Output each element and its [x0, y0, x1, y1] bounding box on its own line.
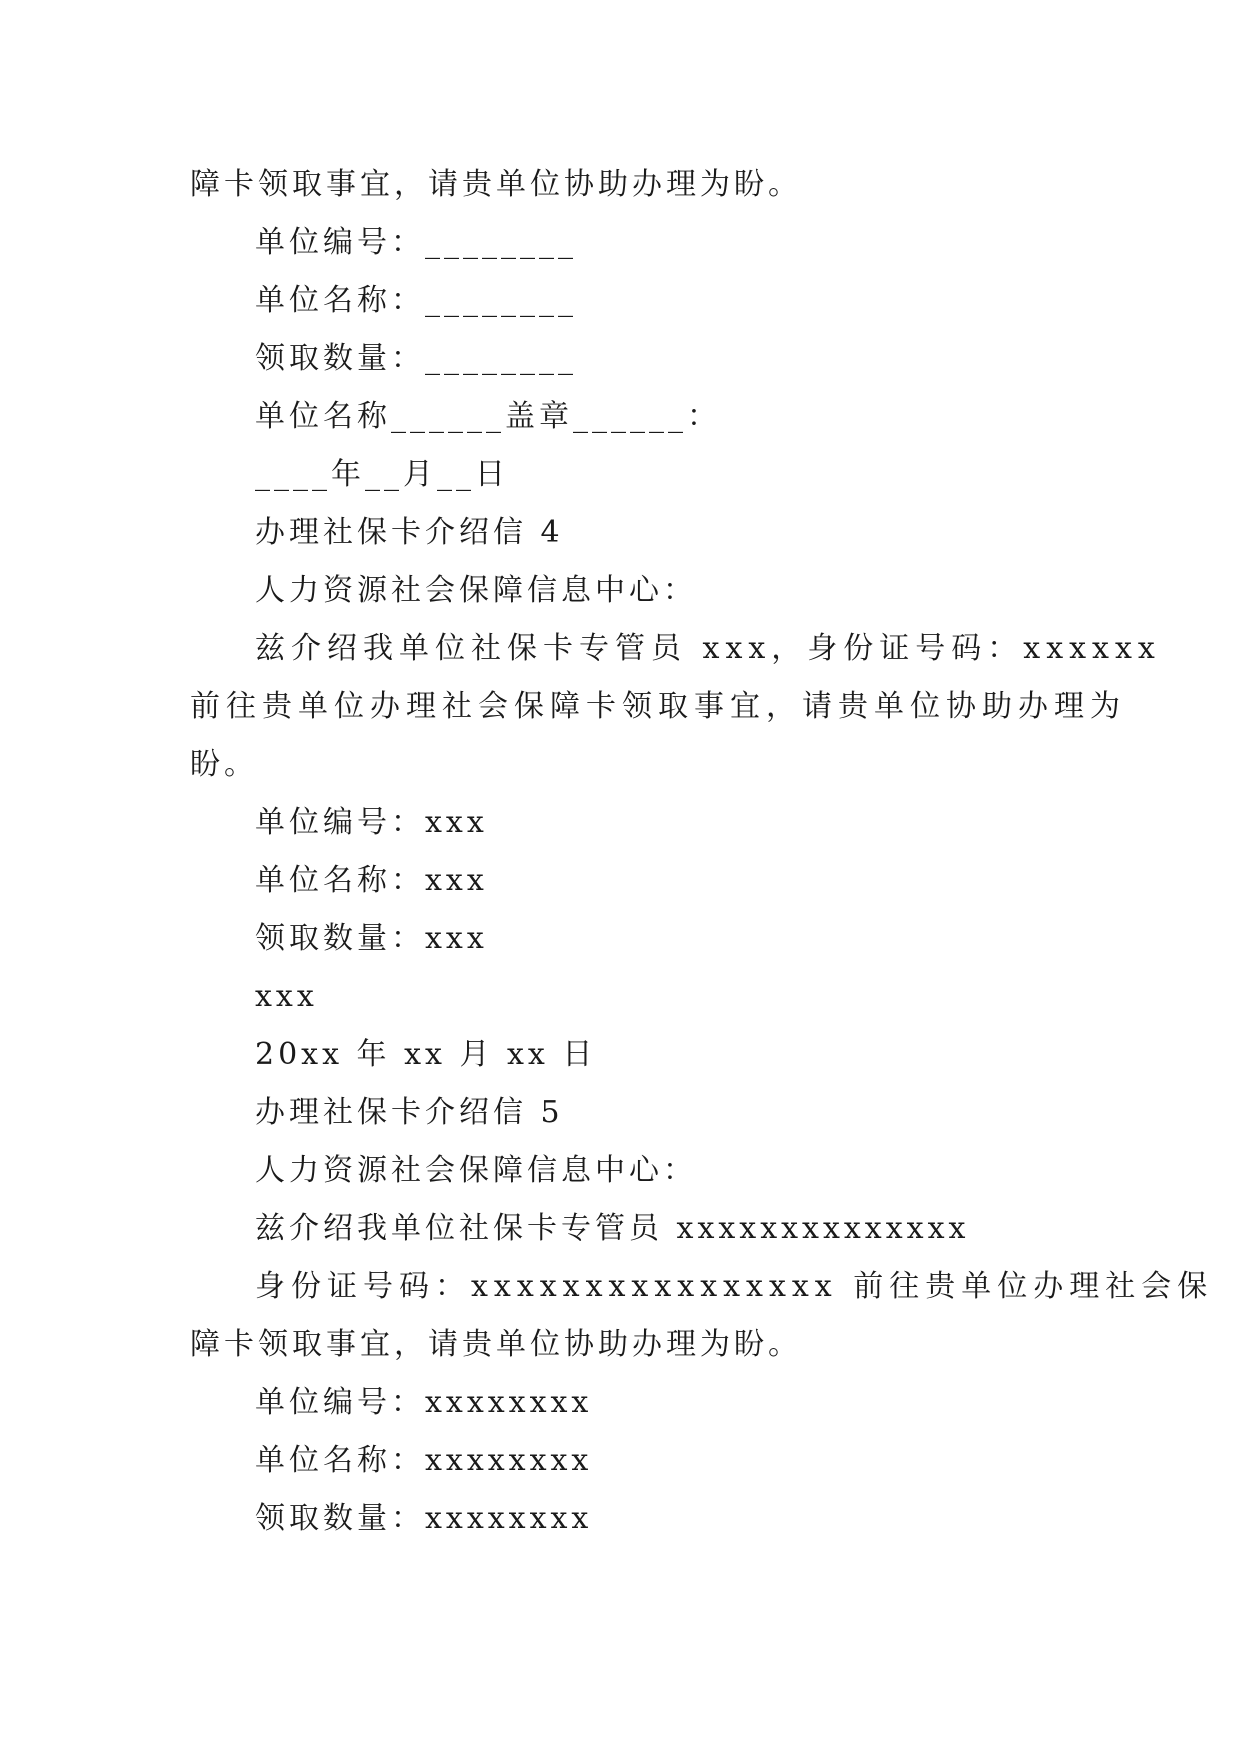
text-line: 单位名称：xxx [255, 863, 488, 898]
text-line: 单位名称______盖章______： [255, 399, 721, 434]
text-line: 领取数量：________ [255, 341, 577, 376]
text-line: 领取数量：xxxxxxxx [255, 1501, 593, 1536]
text-line: 前往贵单位办理社会保障卡领取事宜，请贵单位协助办理为 [190, 689, 1126, 724]
text-line: 单位编号：xxx [255, 805, 488, 840]
text-line: 领取数量：xxx [255, 921, 488, 956]
text-line: 盼。 [190, 747, 258, 782]
text-line: 单位编号：________ [255, 225, 577, 260]
text-line: 兹介绍我单位社保卡专管员 xxx，身份证号码：xxxxxx [255, 631, 1161, 666]
text-line: 兹介绍我单位社保卡专管员 xxxxxxxxxxxxxx [255, 1211, 970, 1246]
text-line: 障卡领取事宜，请贵单位协助办理为盼。 [190, 167, 802, 202]
text-line: 身份证号码：xxxxxxxxxxxxxxxx 前往贵单位办理社会保 [255, 1269, 1214, 1304]
text-line: 单位名称：________ [255, 283, 577, 318]
section-heading: 办理社保卡介绍信 5 [255, 1095, 564, 1130]
text-line: 人力资源社会保障信息中心： [255, 573, 697, 608]
section-heading: 办理社保卡介绍信 4 [255, 515, 564, 550]
text-line: 单位名称：xxxxxxxx [255, 1443, 593, 1478]
text-line: ____年__月__日 [255, 457, 509, 492]
text-line: xxx [255, 979, 318, 1014]
text-line: 单位编号：xxxxxxxx [255, 1385, 593, 1420]
date-line: 20xx 年 xx 月 xx 日 [255, 1037, 597, 1072]
text-line: 人力资源社会保障信息中心： [255, 1153, 697, 1188]
text-line: 障卡领取事宜，请贵单位协助办理为盼。 [190, 1327, 802, 1362]
